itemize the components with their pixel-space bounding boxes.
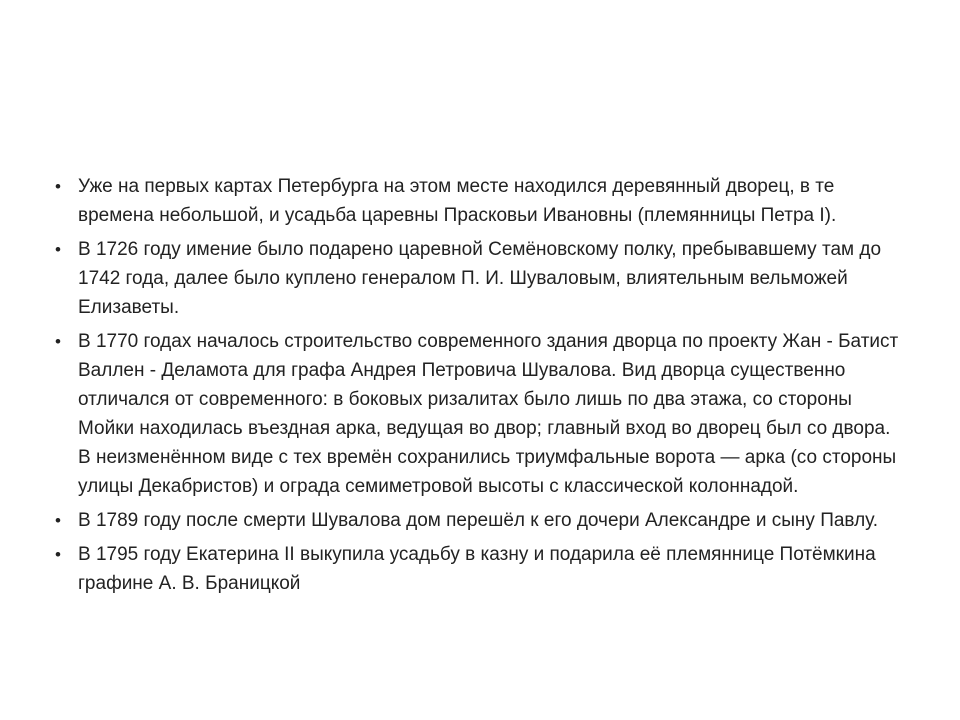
bullet-text: В 1795 году Екатерина II выкупила усадьбу в казну и подарила её племяннице Потёмкина графине А. В. Браницкой	[78, 544, 876, 594]
bullet-list	[55, 172, 905, 603]
bullet-icon: •	[55, 332, 61, 351]
bullet-item	[55, 327, 905, 501]
bullet-item	[55, 540, 905, 598]
bullet-text: В 1789 году после смерти Шувалова дом перешёл к его дочери Александре и сыну Павлу.	[78, 510, 879, 531]
bullet-text: Уже на первых картах Петербурга на этом месте находился деревянный дворец, в те времена небольшой, и усадьба царевны Прасковьи Ивановны (племянницы Петра I).	[78, 176, 837, 226]
bullet-item	[55, 235, 905, 322]
bullet-item	[55, 506, 905, 535]
bullet-icon: •	[55, 240, 61, 259]
bullet-icon: •	[55, 545, 61, 564]
bullet-text: В 1726 году имение было подарено царевной Семёновскому полку, пребывавшему там до 1742 года, далее было куплено генералом П. И. Шуваловым, влиятельным вельможей Елизаветы.	[78, 239, 882, 318]
bullet-icon: •	[55, 511, 61, 530]
bullet-text: В 1770 годах началось строительство современного здания дворца по проекту Жан - Батист Валлен - Деламота для графа Андрея Петровича Шувалова. Вид дворца существенно отличался от современного: в боковых ризалитах было лишь по два этажа, со стороны Мойки находилась въездная арка, ведущая во двор; главный вход во дворец был со двора. В неизменённом виде с тех времён сохранились триумфальные ворота — арка (со стороны улицы Декабристов) и ограда семиметровой высоты с классической колоннадой.	[78, 331, 899, 497]
bullet-item	[55, 172, 905, 230]
bullet-icon: •	[55, 177, 61, 196]
